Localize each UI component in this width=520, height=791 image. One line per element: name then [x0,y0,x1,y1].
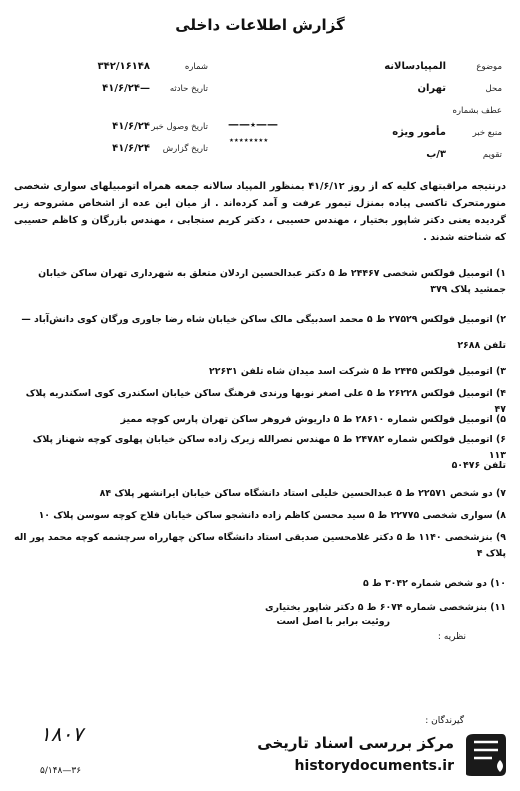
header-left [58,62,208,166]
report-paragraph: درنتیجه مراقبتهای کلیه که از روز ۴۱/۶/۱۲ بمنظور المپیاد سالانه جمعه همراه اتومبیلهای سواری شخصی منورمتحرک تاکسی پیاده بمنزل تیمور عرفت و آمد کرده‌اند . از میان این عده از اشخاص مشروحه زیر گردیده یعنی دکتر شاپور بختیار ، مهندس حسیبی ، دکتر کریم سنجابی ، مهندس بازرگان و کاظم حسیبی که شناخته شدند . [14,181,506,243]
list-item: ۹) بنزشخصی ۱۱۴۰ ط ۵ دکتر غلامحسین صدیقی استاد دانشگاه ساکن چهارراه سرچشمه کوچه محمد پور اله پلاک ۴ [14,532,506,559]
list-item: ۱۰) دو شخص شماره ۳۰۴۲ ط ۵ [362,578,506,589]
list-item: ۳) اتومبیل فولکس ۲۴۴۵ ط ۵ شرکت اسد میدان شاه تلفن ۲۲۶۳۱ [209,366,506,377]
list-item: تلفن ۵۰۴۷۶ [451,460,506,471]
classification-stars: ٭٭٭٭٭٭٭٭ [229,136,269,146]
header-subject: موضوع المپیادسالانه [384,61,502,72]
closing-line: روئیت برابر با اصل است [276,616,390,627]
list-item: ۵) اتومبیل فولکس شماره ۲۸۶۱۰ ط ۵ داریوش فروهر ساکن تهران پارس کوچه ممیز [120,414,506,425]
header-location: محل تهران [417,83,502,94]
header-reference: عطف بشماره [452,106,502,116]
archive-code: ۵/۱۴۸—۳۶ [40,766,82,776]
recipients-label: گیرندگان : [425,716,464,726]
document-title: گزارش اطلاعات داخلی [175,16,345,34]
header-received-date: تاریخ وصول خبر ۴۱/۶/۲۴ [112,121,208,132]
header-right [337,62,502,172]
header-report-date: تاریخ گزارش ۴۱/۶/۲۴ [112,143,208,154]
header-source: منبع خبر مأمور ویژه [392,127,502,138]
list-item: ۷) دو شخص ۲۲۵۷۱ ط ۵ عبدالحسین خلیلی استاد دانشگاه ساکن خیابان ایرانشهر پلاک ۸۴ [99,488,506,499]
header-incident-date: تاریخ حادثه ۴۱/۶/۲۴— [102,83,208,94]
list-item: ۶) اتومبیل فولکس شماره ۲۴۷۸۲ ط ۵ مهندس نصرالله زیرک زاده ساکن خیابان پهلوی کوچه شهناز پلاک ۱۱۳ [32,434,506,461]
handwritten-number: ۱۸۰۷ [40,722,83,746]
list-item: ۴) اتومبیل فولکس ۲۶۲۲۸ ط ۵ علی اصغر نوبها ورندی فرهنگ ساکن خیابان اسکندری کوی اسکندریه پلاک ۴۷ [25,388,506,415]
list-item: ۲) اتومبیل فولکس ۲۷۵۲۹ ط ۵ محمد اسدبیگی مالک ساکن خیابان شاه رضا جاوری ورگان کوی دانش‌آباد — [21,314,506,325]
note-label: نظریه : [437,632,466,642]
watermark-url: historydocuments.ir [294,758,454,774]
classification-mark: ——٭—— [228,118,278,131]
header-calendar: تقویم ۳/ب [426,149,502,160]
list-item: تلفن ۲۶۸۸ [457,340,506,351]
watermark-logo [236,728,516,784]
header-number: شماره ۳۴۲/۱۶۱۴۸ [97,61,208,72]
list-item: ۱۱) بنزشخصی شماره ۶۰۷۴ ط ۵ دکتر شاپور بختیاری [265,602,506,613]
list-item: ۸) سواری شخصی ۲۲۷۷۵ ط ۵ سید محسن کاظم زاده دانشجو ساکن خیابان فلاح کوچه سوسن پلاک ۱۰ [38,510,506,521]
book-scroll-icon [460,730,510,780]
list-item: ۱) اتومبیل فولکس شخصی ۲۴۴۶۷ ط ۵ دکتر عبدالحسین اردلان متعلق به شهرداری تهران ساکن خیابان جمشید پلاک ۳۷۹ [38,268,506,295]
watermark-title: مرکز بررسی اسناد تاریخی [257,734,454,752]
